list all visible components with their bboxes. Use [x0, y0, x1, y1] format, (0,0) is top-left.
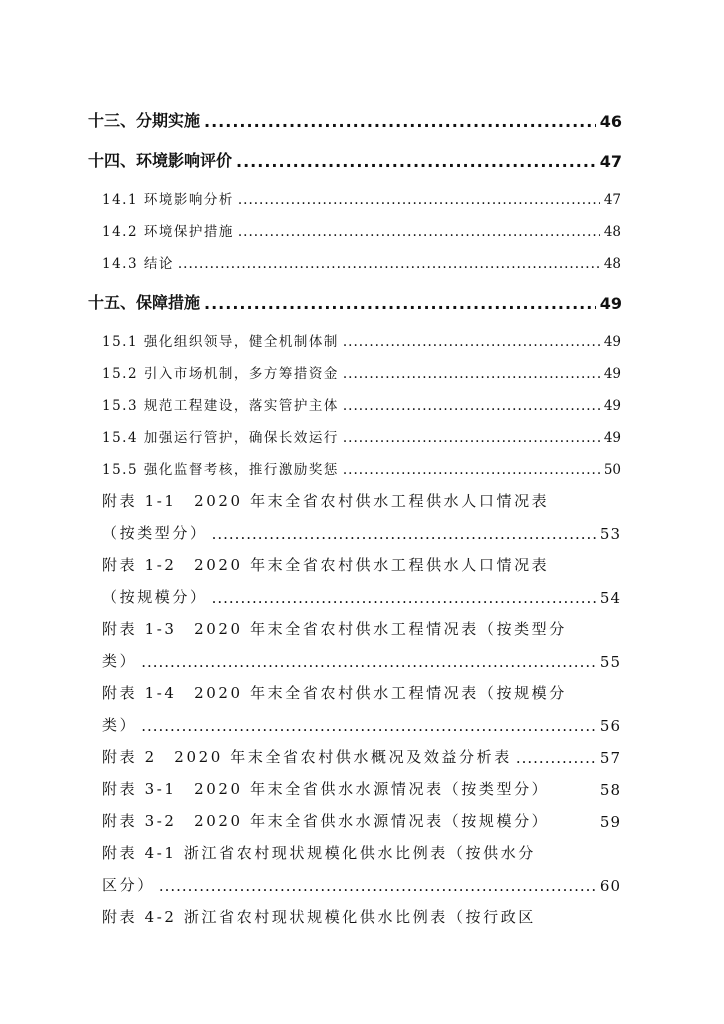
toc-entry-label: 15.4 加强运行管护，确保长效运行 [102, 430, 339, 446]
toc-entry-label: 区分） [102, 876, 155, 894]
dot-leader [238, 224, 600, 240]
toc-page-number: 49 [599, 294, 622, 313]
toc-page-number: 49 [603, 398, 621, 414]
toc-entry-15-5[interactable] [0, 458, 724, 478]
dot-leader [343, 430, 600, 446]
toc-appendix-1-1[interactable] [0, 522, 724, 543]
toc-entry-label: 15.2 引入市场机制，多方筹措资金 [102, 366, 339, 382]
toc-appendix-1-4[interactable] [0, 714, 724, 735]
toc-entry-label: 15.1 强化组织领导，健全机制体制 [102, 334, 339, 350]
toc-page-number: 49 [603, 334, 621, 350]
toc-page-number: 49 [603, 430, 621, 446]
toc-page-number: 58 [599, 781, 621, 799]
toc-entry-label: （按类型分） [102, 524, 208, 542]
toc-page-number: 50 [603, 462, 621, 478]
dot-leader [236, 152, 596, 171]
toc-entry-chapter-13[interactable] [0, 108, 724, 131]
toc-page-number: 48 [603, 224, 621, 240]
toc-entry-label: 十五、保障措施 [88, 293, 201, 312]
dot-leader [238, 192, 600, 208]
toc-page-number: 57 [599, 749, 621, 767]
dot-leader [141, 717, 596, 735]
toc-entry-label: 14.3 结论 [102, 256, 174, 272]
dot-leader [343, 366, 600, 382]
toc-entry-label: 类） [102, 652, 138, 670]
toc-appendix-1-2-heading[interactable]: 附表 1-2 2020 年末全省农村供水工程供水人口情况表 [102, 556, 550, 574]
toc-entry-label: 15.5 强化监督考核，推行激励奖惩 [102, 462, 339, 478]
toc-entry-15-1[interactable] [0, 330, 724, 350]
dot-leader [159, 877, 596, 895]
toc-entry-label: 附表 3-1 2020 年末全省供水水源情况表（按类型分） [102, 780, 550, 798]
dot-leader [343, 462, 600, 478]
toc-entry-15-4[interactable] [0, 426, 724, 446]
toc-appendix-1-3-heading[interactable]: 附表 1-3 2020 年末全省农村供水工程情况表（按类型分 [102, 620, 567, 638]
toc-appendix-4-1[interactable] [0, 874, 724, 895]
toc-entry-label: 14.1 环境影响分析 [102, 192, 234, 208]
dot-leader [343, 334, 600, 350]
toc-page-number: 60 [599, 877, 621, 895]
dot-leader [204, 294, 596, 313]
dot-leader [212, 589, 596, 607]
toc-entry-label: （按规模分） [102, 588, 208, 606]
toc-entry-14-2[interactable] [0, 220, 724, 240]
toc-entry-label: 类） [102, 716, 138, 734]
toc-page-number: 49 [603, 366, 621, 382]
toc-page-number: 53 [599, 525, 621, 543]
dot-leader [343, 398, 600, 414]
dot-leader [212, 525, 596, 543]
toc-appendix-1-1-heading[interactable]: 附表 1-1 2020 年末全省农村供水工程供水人口情况表 [102, 492, 550, 510]
toc-page-number: 47 [599, 152, 622, 171]
dot-leader [516, 749, 596, 767]
toc-entry-14-3[interactable] [0, 252, 724, 272]
toc-page-number: 48 [603, 256, 621, 272]
toc-entry-chapter-14[interactable] [0, 148, 724, 171]
toc-entry-15-3[interactable] [0, 394, 724, 414]
toc-appendix-4-2-heading[interactable]: 附表 4-2 浙江省农村现状规模化供水比例表（按行政区 [102, 908, 536, 926]
toc-appendix-3-1[interactable] [0, 778, 724, 799]
toc-entry-chapter-15[interactable] [0, 290, 724, 313]
toc-page-number: 59 [599, 813, 621, 831]
toc-appendix-1-4-heading[interactable]: 附表 1-4 2020 年末全省农村供水工程情况表（按规模分 [102, 684, 567, 702]
toc-entry-label: 附表 3-2 2020 年末全省供水水源情况表（按规模分） [102, 812, 550, 830]
toc-entry-14-1[interactable] [0, 188, 724, 208]
toc-entry-label: 15.3 规范工程建设，落实管护主体 [102, 398, 339, 414]
toc-entry-label: 附表 2 2020 年末全省农村供水概况及效益分析表 [102, 748, 512, 766]
dot-leader [141, 653, 596, 671]
toc-entry-label: 14.2 环境保护措施 [102, 224, 234, 240]
toc-appendix-1-3[interactable] [0, 650, 724, 671]
toc-entry-15-2[interactable] [0, 362, 724, 382]
toc-entry-label: 十四、环境影响评价 [88, 151, 233, 170]
toc-page-number: 56 [599, 717, 621, 735]
toc-page-number: 47 [603, 192, 621, 208]
dot-leader [178, 256, 600, 272]
dot-leader [204, 112, 596, 131]
toc-entry-label: 十三、分期实施 [88, 111, 201, 130]
toc-appendix-1-2[interactable] [0, 586, 724, 607]
toc-page-number: 46 [599, 112, 622, 131]
toc-appendix-2[interactable] [0, 746, 724, 767]
toc-page-number: 54 [599, 589, 621, 607]
toc-appendix-4-1-heading[interactable]: 附表 4-1 浙江省农村现状规模化供水比例表（按供水分 [102, 844, 536, 862]
toc-appendix-3-2[interactable] [0, 810, 724, 831]
toc-page-number: 55 [599, 653, 621, 671]
